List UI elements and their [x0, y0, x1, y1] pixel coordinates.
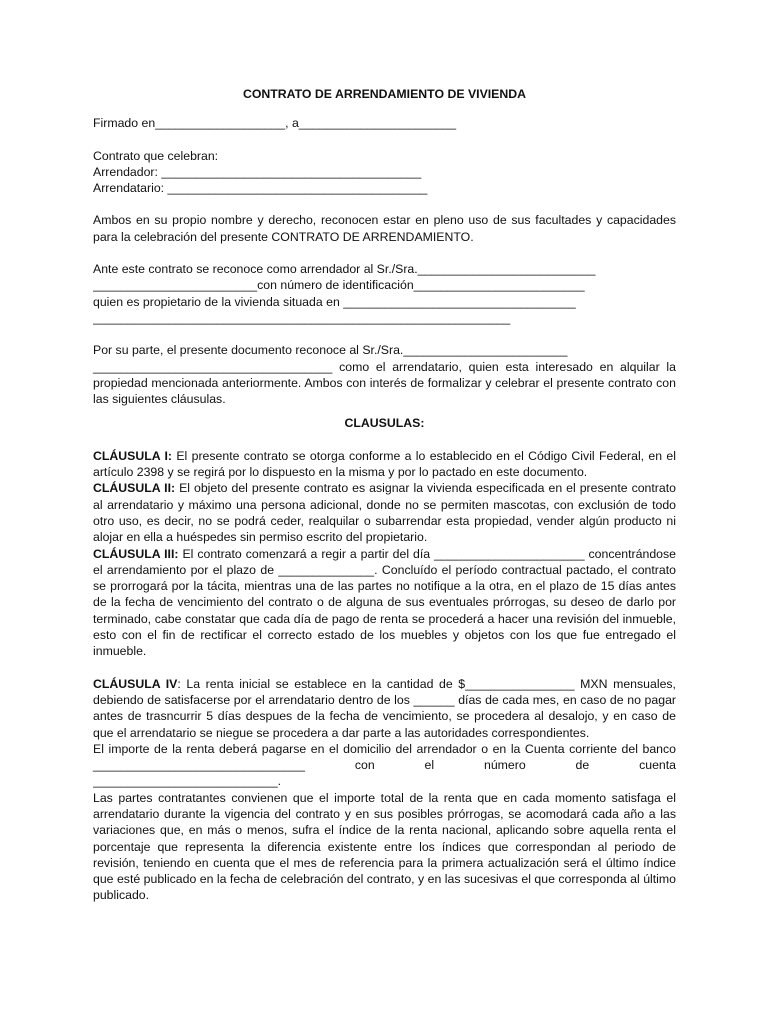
clause-4-bank-text: El importe de la renta deberá pagarse en el domicilio del arrendador o en la Cuenta corriente del banco _______________________________ con el número de cuenta [93, 741, 676, 773]
clause-2 [93, 480, 676, 545]
document-title: CONTRATO DE ARRENDAMIENTO DE VIVIENDA [242, 87, 527, 101]
clause-3-label: CLÁUSULA III: [93, 546, 179, 561]
clause-1 [93, 448, 676, 481]
arrendador-line: Arrendador: ______________________________________ [93, 164, 422, 179]
arrendador-paragraph [93, 261, 676, 326]
arrendatario-paragraph [93, 342, 676, 407]
arrendador-para-line-1: Ante este contrato se reconoce como arrendador al Sr./Sra.__________________________ [93, 262, 596, 277]
arrendatario-para-line-1: Por su parte, el presente documento reconoce al Sr./Sra.________________________ [93, 343, 568, 358]
clauses-heading: CLAUSULAS: [344, 416, 425, 431]
clause-3 [93, 546, 676, 660]
contract-intro: Contrato que celebran: [93, 148, 219, 163]
arrendador-para-line-3: quien es propietario de la vivienda situada en __________________________________ [93, 294, 576, 309]
clause-2-label: CLÁUSULA II: [93, 481, 176, 496]
clause-4-text: : La renta inicial se establece en la cantidad de $________________ MXN mensuales, debiendo de satisfacerse por el arrendatario dentro de los ______ días de cada mes, en caso de no pagar antes de trasncurrir 5 días despues de la fecha de vencimiento, se procedera al desalojo, y en caso de que el arrendatario se niegue se procedera a dar parte a las autoridades correspondientes. [93, 676, 676, 740]
clause-4-update-text: Las partes contratantes convienen que el importe total de la renta que en cada momento satisfaga el arrendatario durante la vigencia del contrato y en sus posibles prórrogas, se acomodará cada año a las variaciones que, en más o menos, sufra el índice de la renta nacional, aplicando sobre aquella renta el porcentaje que representa la diferencia existente entre los índices que correspondan al periodo de revisión, teniendo en cuenta que el mes de referencia para la primera actualización será el último índice que esté publicado en la fecha de celebración del contrato, y en las sucesivas el que corresponda al último publicado. [93, 790, 676, 903]
clause-2-text: El objeto del presente contrato es asignar la vivienda especificada en el presente contrato al arrendatario y máximo una persona adicional, donde no se permiten mascotas, con exclusión de todo otro uso, es decir, no se podrá ceder, realquilar o subarrendar esta propiedad, vender algún producto ni alojar en ella a huéspedes sin permiso escrito del propietario. [93, 481, 676, 545]
clause-4-bank-last: ___________________________. [93, 774, 282, 789]
arrendatario-para-rest: ___________________________________ como el arrendatario, quien esta interesado en alquilar la propiedad mencionada anteriormente. Ambos con interés de formalizar y celebrar el presente contrato con las siguientes cláusulas. [93, 359, 676, 407]
capacity-paragraph: Ambos en su propio nombre y derecho, reconocen estar en pleno uso de sus facultades y capacidades para la celebración del presente CONTRATO DE ARRENDAMIENTO. [93, 213, 676, 244]
clause-1-text: El presente contrato se otorga conforme a lo establecido en el Código Civil Federal, en el artículo 2398 y se regirá por lo dispuesto en la misma y por lo pactado en este documento. [93, 448, 676, 480]
arrendador-para-line-4: _____________________________________________________________ [93, 310, 511, 325]
signed-line: Firmado en___________________, a_______________________ [93, 116, 457, 131]
clause-3-text: El contrato comenzará a regir a partir del día ______________________ concentrándose el arrendamiento por el plazo de ______________. Concluído el período contractual pactado, el contrato se prorrogará por la tácita, mientras una de las partes no notifique a la otra, en el plazo de 15 días antes de la fecha de vencimiento del contrato o de alguna de sus eventuales prórrogas, su deseo de darlo por terminado, cabe constatar que cada día de pago de renta se procederá a hacer una revisión del inmueble, esto con el fin de rectificar el correcto estado de los muebles y objetos con los que fue entregado el inmueble. [93, 546, 676, 659]
arrendatario-line: Arrendatario: ______________________________________ [93, 181, 428, 196]
clause-4 [93, 676, 676, 741]
clause-4-label: CLÁUSULA IV [93, 676, 178, 691]
arrendador-para-line-2: ________________________con número de identificación_________________________ [93, 278, 585, 293]
clause-1-label: CLÁUSULA I: [93, 448, 173, 463]
